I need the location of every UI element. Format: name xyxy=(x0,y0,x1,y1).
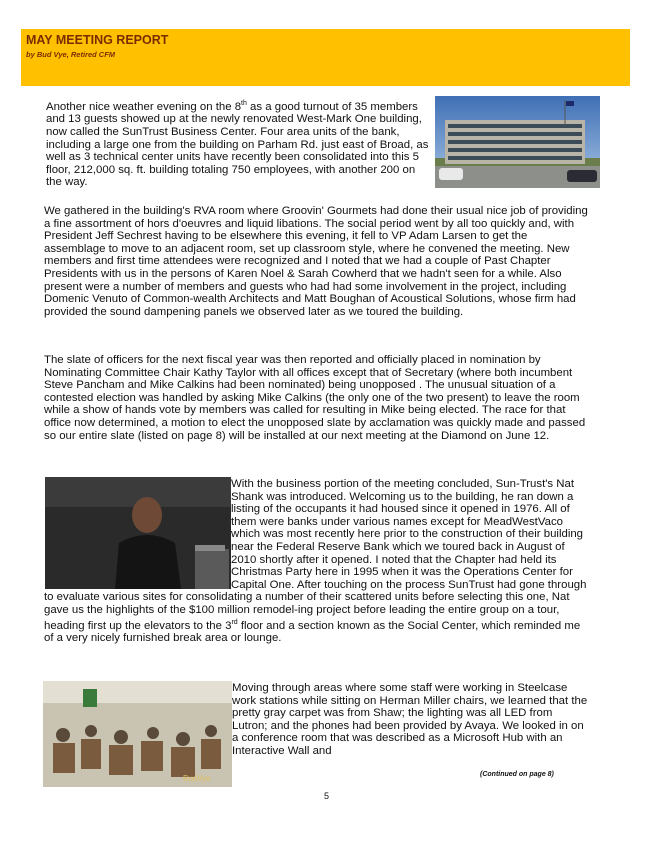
paragraph-2: We gathered in the building's RVA room where Groovin' Gourmets had done their usual nice job of providing a fine assortment of hors d'oeuvres and liquid libations. The social period went by all too quickly and, with President Jeff Sechrest having to be elsewhere this evening, it fell to VP Adam Larsen to get the assemblage to move to an adjacent room, set up classroom style, where he convened the meeting. New members and first time attendees were recognized and I noted that we had a couple of Past Chapter Presidents with us in the persons of Karen Noel & Sarah Cowherd that we hadn't seen for a while. Also present were a number of members and guests who had had some involvement in the project, including Domenic Venuto of Common-wealth Architects and Matt Boughan of Acoustical Solutions, whose firm had provided the sound dampening panels we observed later as we toured the building. xyxy=(44,205,588,318)
continued-note: (Continued on page 8) xyxy=(480,771,554,778)
page-title: MAY MEETING REPORT xyxy=(26,33,169,47)
building-photo xyxy=(435,96,600,188)
group-photo xyxy=(43,681,232,787)
paragraph-5: Moving through areas where some staff were working in Steelcase work stations while sitting on Herman Miller chairs, we learned that the pretty gray carpet was from Shaw; the lighting was all LED from Lutron; and the phones had been provided by Avaya. We looked in on a conference room that was described as a Microsoft Hub with an Interactive Wall and xyxy=(232,682,588,757)
paragraph-3: The slate of officers for the next fiscal year was then reported and officially placed in nomination by Nominating Committee Chair Kathy Taylor with all offices except that of Secretary (where both incumbent Steve Pancham and Mike Calkins had been nominated) being unopposed . The unusual situation of a contested election was handled by asking Mike Calkins (the only one of the two present) to leave the room while a show of hands vote by members was called for resulting in Mike being elected. The race for that office now determined, a motion to elect the unopposed slate by acclamation was quickly made and passed so our entire slate (listed on page 8) will be installed at our next meeting at the Diamond on June 12. xyxy=(44,354,586,442)
byline: by Bud Vye, Retired CFM xyxy=(26,50,116,59)
paragraph-4: With the business portion of the meeting concluded, Sun-Trust's Nat Shank was introduced. Welcoming us to the building, he ran down a listing of the occupants it had housed since it opened in 1976. All of them were banks under various names except for MeadWestVaco which was most recently here prior to the construction of their building near the Federal Reserve Bank which we toured back in August of 2010 shortly after it opened. I noted that the Chapter had held its Christmas Party here in 1995 when it was the Operations Center for Capital One. After touching on the process SunTrust had gone through to evaluate various sites for consolidating a number of their scattered units before selecting this one, Nat gave us the highlights of the $100 million remodel-ing project before leading the entire group on a tour, heading first up the elevators to the 3rd floor and a section known as the Social Center, which reminded me of a very nicely furnished break area or lounge. xyxy=(44,478,587,644)
paragraph-1: Another nice weather evening on the 8th as a good turnout of 35 members and 13 guests showed up at the newly renovated West-Mark One building, now called the SunTrust Business Center. Four area units of the bank, including a large one from the building on Parham Rd. just east of Broad, as well as 3 technical center units have recently been consolidated into this 5 floor, 212,000 sq. ft. building totaling 750 employees, with another 200 on the way. xyxy=(46,100,429,189)
header-banner xyxy=(21,29,630,86)
page-number: 5 xyxy=(323,791,329,801)
photo-watermark: BudVye xyxy=(183,774,211,783)
